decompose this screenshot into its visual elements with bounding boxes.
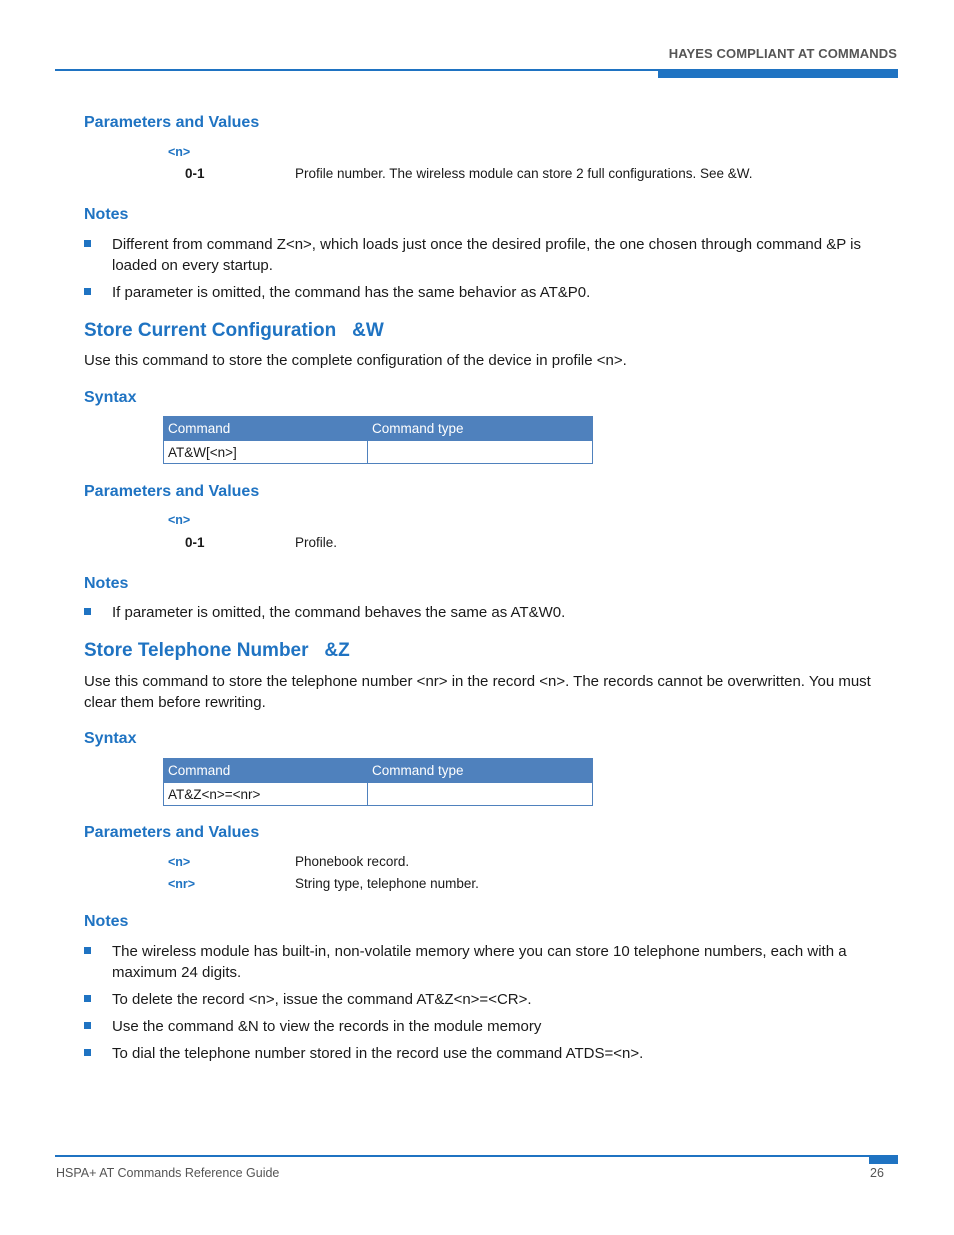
column-header-command-type: Command type — [368, 759, 593, 783]
table-row — [164, 783, 593, 806]
section-title: Store Telephone Number &Z — [84, 640, 350, 661]
column-header-command-type: Command type — [368, 417, 593, 441]
command-cell: AT&Z<n>=<nr> — [164, 783, 368, 806]
param-name: <n> — [168, 145, 191, 159]
footer-guide-title: HSPA+ AT Commands Reference Guide — [56, 1166, 280, 1180]
column-header-command: Command — [164, 759, 368, 783]
params-heading: Parameters and Values — [84, 824, 260, 841]
bullet-icon — [84, 1049, 91, 1056]
syntax-table — [163, 758, 593, 806]
section-intro: Use this command to store the complete configuration of the device in profile <n>. — [84, 352, 627, 369]
param-name: <nr> — [168, 877, 196, 891]
note-text: Use the command &N to view the records in the module memory — [112, 1018, 542, 1035]
note-text: To dial the telephone number stored in the record use the command ATDS=<n>. — [112, 1045, 644, 1062]
param-value: 0-1 — [185, 535, 205, 550]
param-value: 0-1 — [185, 166, 205, 181]
notes-heading: Notes — [84, 913, 129, 930]
note-text: To delete the record <n>, issue the command AT&Z<n>=<CR>. — [112, 991, 532, 1008]
bullet-icon — [84, 995, 91, 1002]
param-name: <n> — [168, 513, 191, 527]
column-header-command: Command — [164, 417, 368, 441]
notes-heading: Notes — [84, 206, 129, 223]
bullet-icon — [84, 608, 91, 615]
bullet-icon — [84, 1022, 91, 1029]
bullet-icon — [84, 947, 91, 954]
header-accent-bar — [658, 69, 898, 78]
params-heading: Parameters and Values — [84, 483, 260, 500]
note-text: Different from command Z<n>, which loads just once the desired profile, the one chosen through command &P is loaded on every startup. — [112, 236, 862, 274]
command-type-cell — [368, 441, 593, 464]
page-number: 26 — [870, 1166, 884, 1180]
note-text: If parameter is omitted, the command has the same behavior as AT&P0. — [112, 284, 591, 301]
param-description: Phonebook record. — [295, 854, 410, 869]
table-row — [164, 441, 593, 464]
note-text: If parameter is omitted, the command behaves the same as AT&W0. — [112, 604, 566, 621]
footer-rule — [55, 1155, 898, 1157]
param-description: String type, telephone number. — [295, 876, 479, 891]
params-heading: Parameters and Values — [84, 114, 260, 131]
syntax-heading: Syntax — [84, 730, 137, 747]
section-title: Store Current Configuration &W — [84, 320, 384, 341]
command-type-cell — [368, 783, 593, 806]
bullet-icon — [84, 240, 91, 247]
notes-heading: Notes — [84, 575, 129, 592]
param-description: Profile number. The wireless module can store 2 full configurations. See &W. — [295, 166, 753, 181]
syntax-table — [163, 416, 593, 464]
running-header: HAYES COMPLIANT AT COMMANDS — [668, 46, 897, 61]
param-name: <n> — [168, 855, 191, 869]
syntax-heading: Syntax — [84, 389, 137, 406]
command-cell: AT&W[<n>] — [164, 441, 368, 464]
section-intro: Use this command to store the telephone number <nr> in the record <n>. The records cannot be overwritten. You must clear them before rewriting. — [84, 673, 871, 711]
note-text: The wireless module has built-in, non-volatile memory where you can store 10 telephone numbers, each with a maximum 24 digits. — [112, 943, 847, 981]
bullet-icon — [84, 288, 91, 295]
footer-accent-bar — [869, 1155, 898, 1164]
param-description: Profile. — [295, 535, 338, 550]
